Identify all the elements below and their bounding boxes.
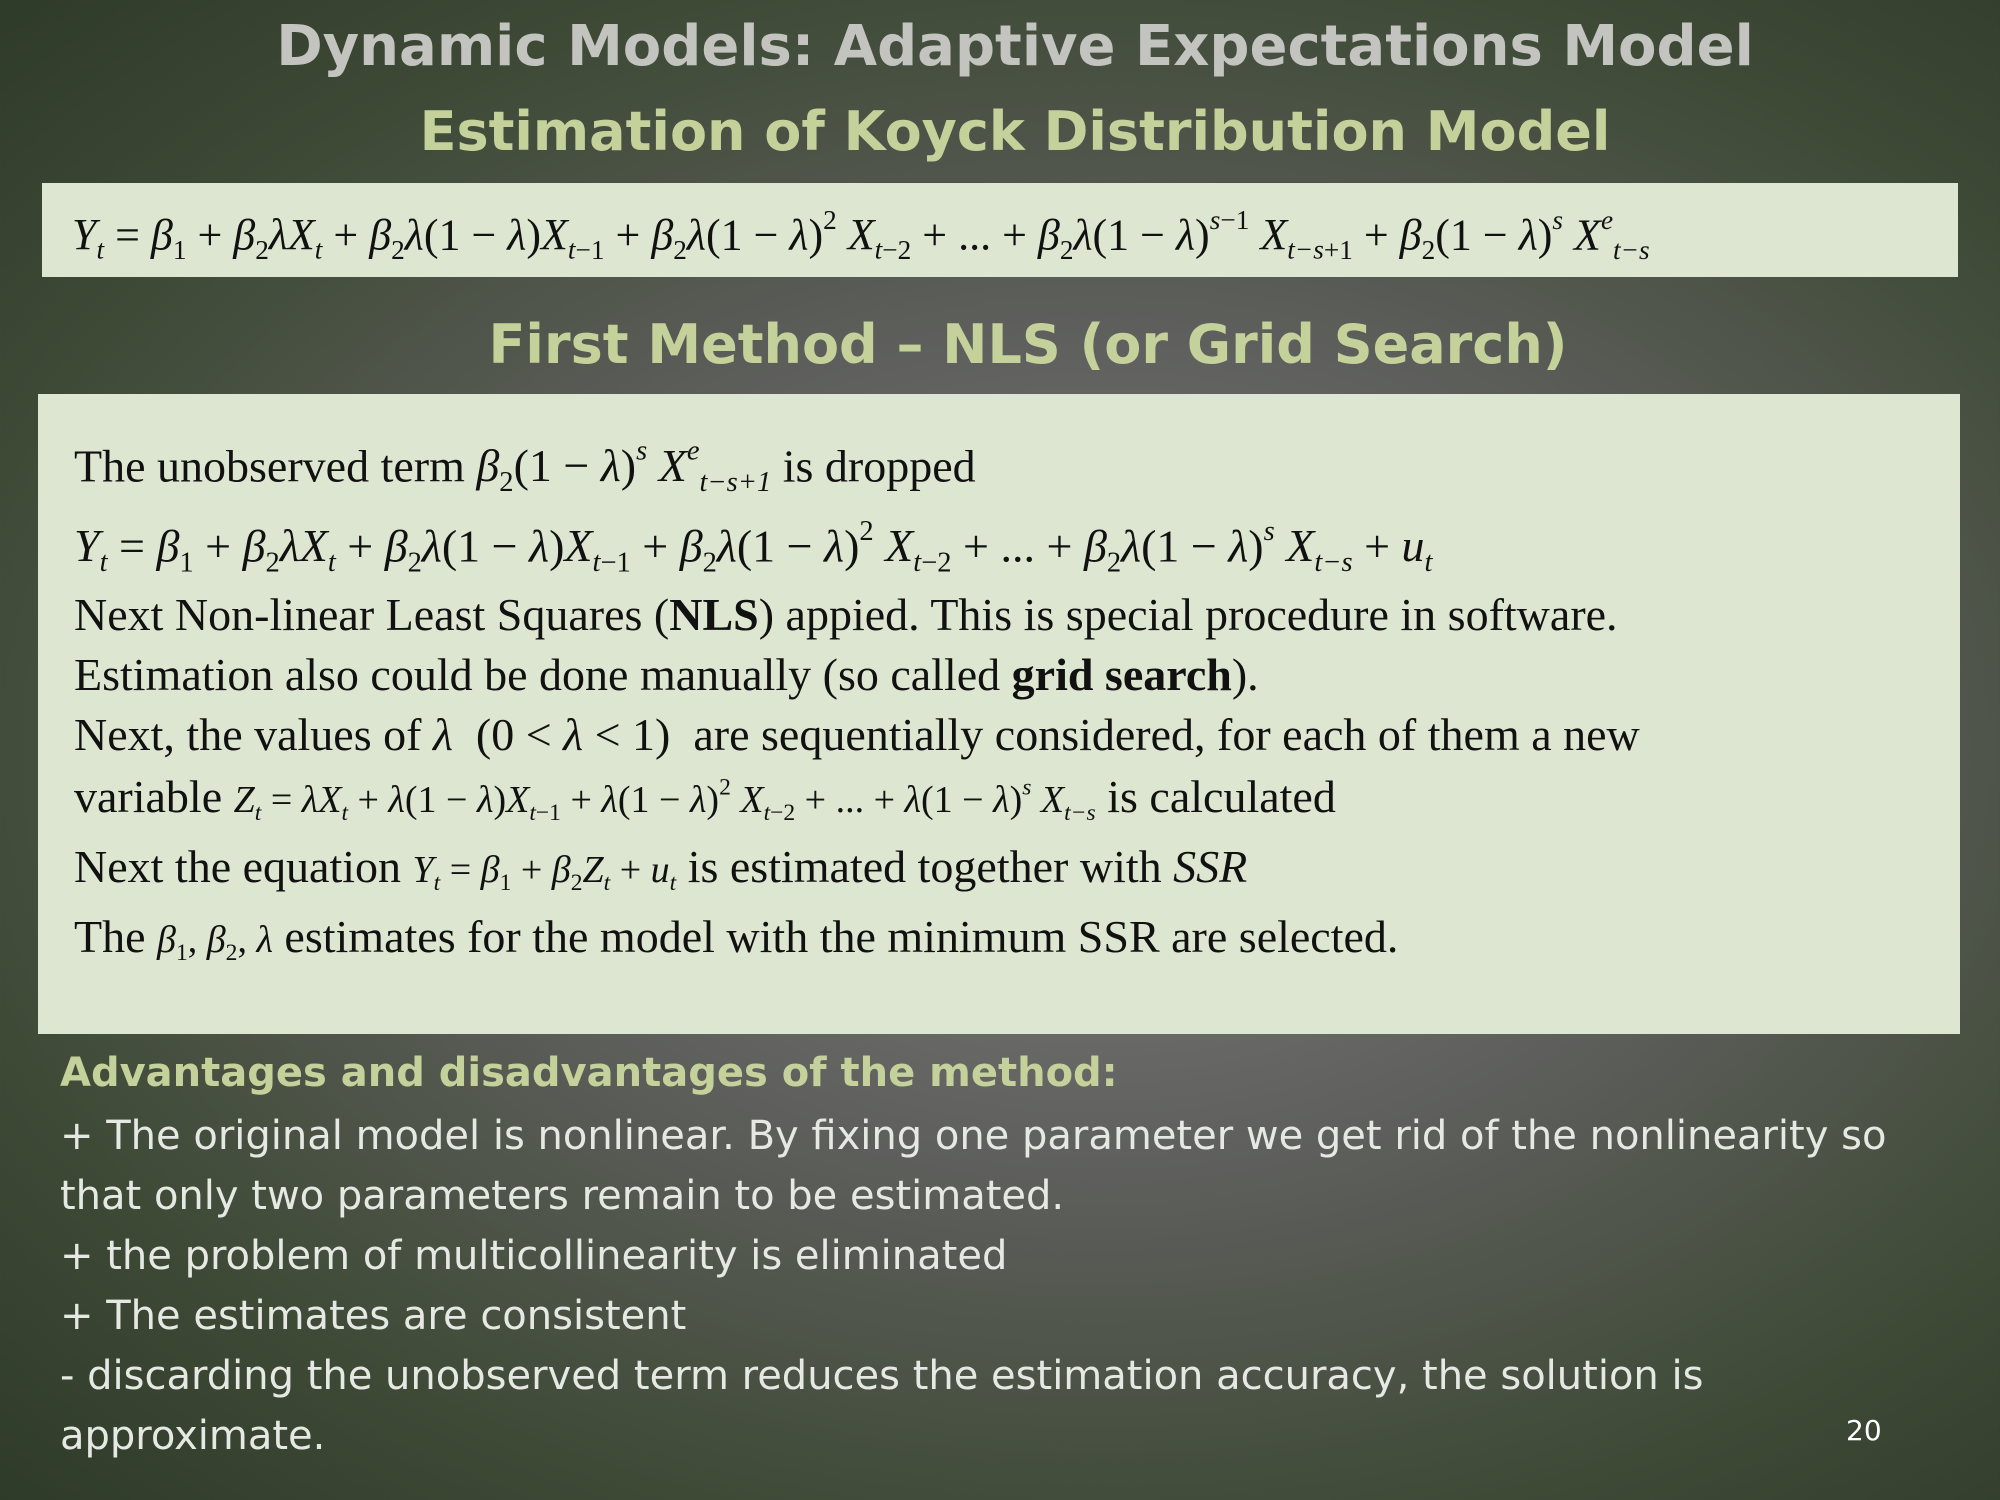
formula-regression: $Y_t = \beta_1 + \beta_2Z_t + u_t$ [412,849,677,897]
line-lambda-values: Next, the values of λ (0 < λ < 1) are sequentially considered, for each of them a new [74,709,1640,760]
bold-nls: NLS [669,589,759,640]
line-estimates-selected [74,910,1398,967]
koyck-equation-box [42,183,1958,277]
text: Estimation also could be done manually (so called [74,649,1012,700]
formula-parameters: $\beta_1$, $\beta_2$, λ [157,919,273,967]
advantage-item: + the problem of multicollinearity is eliminated [60,1233,1008,1279]
text: Next Non-linear Least Squares ( [74,589,670,640]
text: variable [74,771,223,822]
advantage-item: + The original model is nonlinear. By fixing one parameter we get rid of the nonlinearity so that only two parameters remain to be estimated. [60,1113,1887,1219]
text: ) appied. This is special procedure in software. [758,589,1618,640]
ssr-label: SSR [1173,841,1248,892]
page-number: 20 [1846,1414,1882,1447]
text: Next the equation [74,841,402,892]
advantages-title: Advantages and disadvantages of the method: [60,1050,1118,1096]
text: Next, the values of [74,709,422,760]
text: are sequentially considered, for each of them a new [693,709,1640,760]
line-equation-estimated [74,840,1247,897]
method-heading: First Method – NLS (or Grid Search) [488,313,1568,376]
text: The unobserved term [74,440,465,492]
truncated-equation: $Y_t = \beta_1 + \beta_2\lambda X_t + \beta_2\lambda(1 - \lambda)X_{t-1} + \beta_2\lambda(1 - \lambda)^2$ $X_{t-2}$ + ... + $\beta_2\lambda(1 - \lambda)^s$ $X_{t-s} + u_t$ [74,516,1433,579]
koyck-equation: $Y_t = \beta_1 + \beta_2\lambda X_t + \beta_2\lambda(1 - \lambda)X_{t-1} + \beta_2\lambda(1 - \lambda)^2$ $X_{t-2}$ + ... + $\beta_2\lambda(1 - \lambda)^{s-1}$ $X_{t-s+1} + \beta_2(1 - \lambda)^s$ $X^e_{t-s}$ [72,205,1650,265]
text: is estimated together with [687,841,1162,892]
line-nls [74,588,1618,641]
formula-unobserved-term: $\beta_2(1 - \lambda)^s$ $X^e_{t-s+1}$ [476,436,772,499]
text: is calculated [1107,771,1336,822]
formula-z: $Z_t = \lambda X_t + \lambda(1 - \lambda)X_{t-1} + \lambda(1 - \lambda)^2$ $X_{t-2}$ + ... + $\lambda(1 - \lambda)^s$ $X_{t-s}$ [233,774,1096,827]
line-unobserved-term [74,436,976,499]
text: estimates for the model with the minimum SSR are selected. [284,911,1399,962]
text: is dropped [782,440,976,492]
method-description-box [38,394,1960,1034]
text: The [74,911,146,962]
advantage-item: + The estimates are consistent [60,1293,687,1339]
line-grid-search [74,648,1259,701]
disadvantage-item: - discarding the unobserved term reduces the estimation accuracy, the solution is approximate. [60,1353,1704,1459]
text: ). [1231,649,1259,700]
line-variable-z [74,770,1336,827]
slide-subtitle: Estimation of Koyck Distribution Model [419,100,1611,163]
slide-title: Dynamic Models: Adaptive Expectations Model [276,14,1754,79]
bold-grid-search: grid search [1011,649,1232,700]
